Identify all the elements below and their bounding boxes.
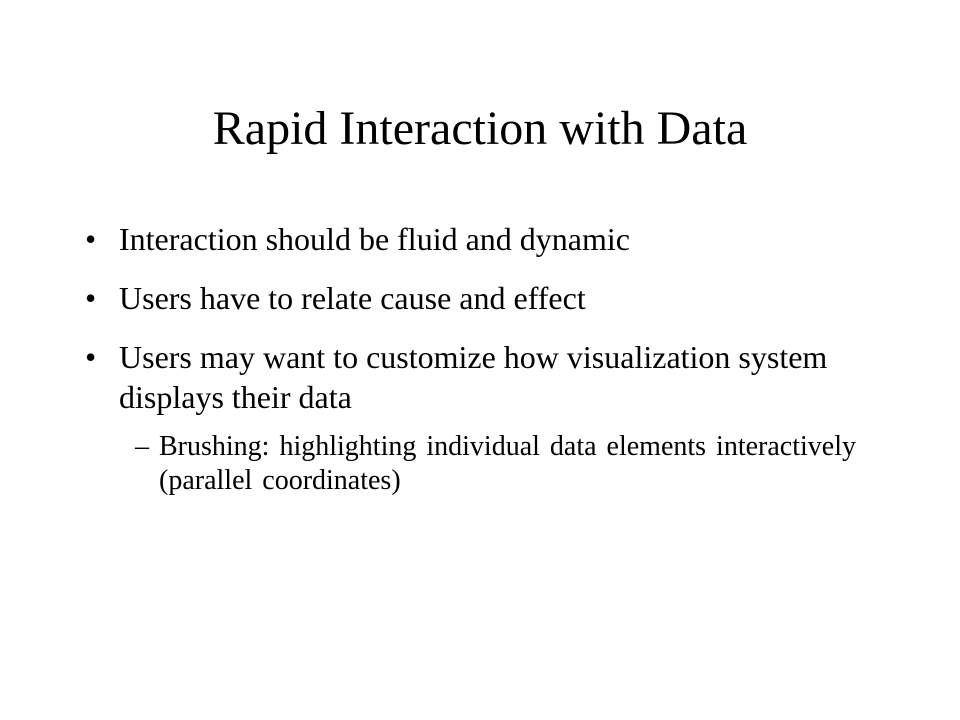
bullet-item (85, 219, 905, 259)
bullet-marker: • (85, 221, 97, 257)
bullet-item (85, 337, 905, 417)
sub-bullet-marker: – (135, 431, 149, 462)
bullet-list (85, 219, 905, 498)
slide-title: Rapid Interaction with Data (212, 102, 748, 155)
bullet-text: Users may want to customize how visualization system displays their data (119, 339, 828, 415)
bullet-text: Interaction should be fluid and dynamic (119, 221, 630, 257)
sub-bullet-text: Brushing: highlighting individual data elements interactively (parallel coordinates) (159, 431, 856, 496)
bullet-marker: • (85, 339, 97, 375)
bullet-item (85, 278, 905, 318)
sub-bullet-item (135, 430, 905, 498)
bullet-text: Users have to relate cause and effect (119, 280, 586, 316)
bullet-marker: • (85, 280, 97, 316)
